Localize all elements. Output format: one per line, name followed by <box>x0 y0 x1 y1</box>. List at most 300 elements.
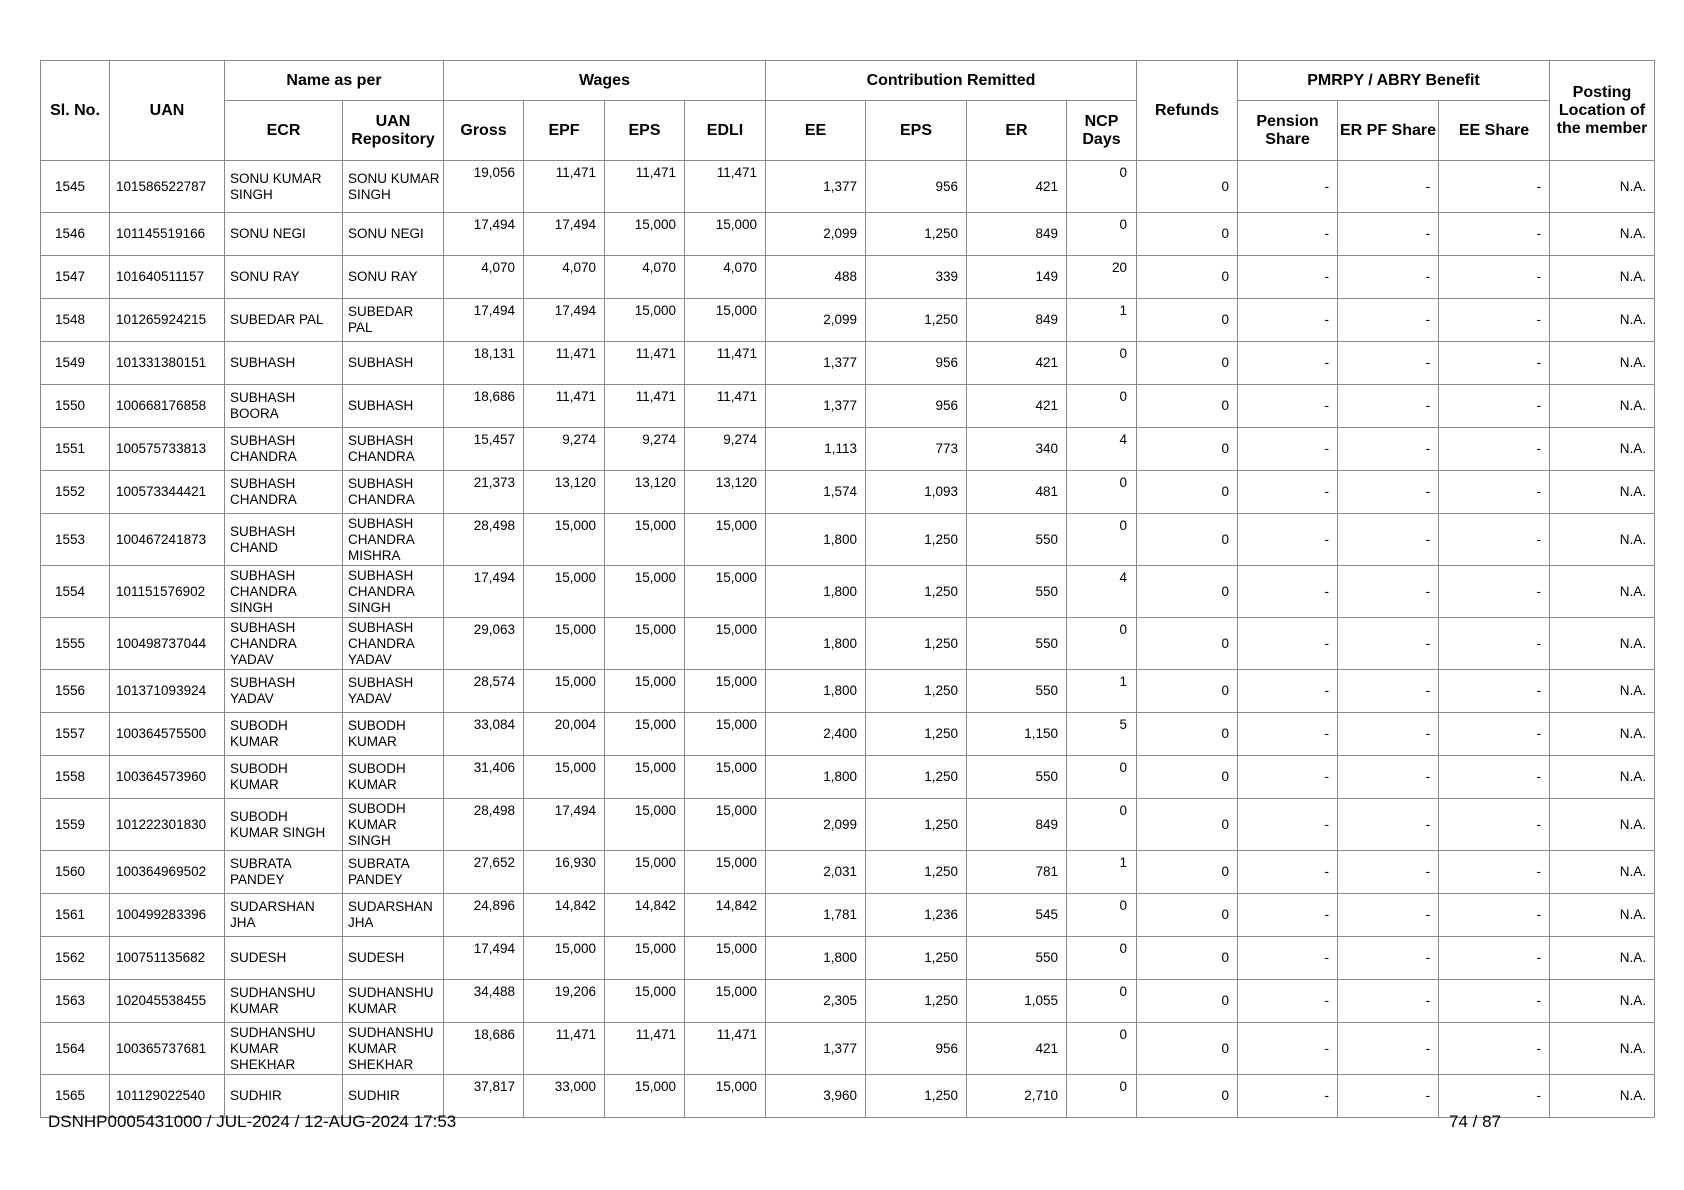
cell-uan-repository-name: SUBHASH CHANDRA <box>343 428 444 471</box>
cell-er-pf-share: - <box>1338 1075 1439 1118</box>
cell-ee: 1,800 <box>766 514 866 566</box>
cell-refunds: 0 <box>1137 980 1238 1023</box>
cell-ncp-days: 4 <box>1067 566 1137 618</box>
cell-uan-repository-name: SUDHANSHU KUMAR SHEKHAR <box>343 1023 444 1075</box>
cell-ncp-days: 1 <box>1067 299 1137 342</box>
cell-ecr-name: SUBODH KUMAR <box>225 713 343 756</box>
cell-sl-no: 1546 <box>41 213 110 256</box>
cell-uan: 102045538455 <box>110 980 225 1023</box>
cell-posting-location: N.A. <box>1550 618 1655 670</box>
cell-ee: 2,099 <box>766 799 866 851</box>
cell-refunds: 0 <box>1137 161 1238 213</box>
cell-contribution-eps: 339 <box>866 256 967 299</box>
cell-ee: 1,377 <box>766 385 866 428</box>
cell-epf: 15,000 <box>524 618 605 670</box>
cell-ecr-name: SUDHANSHU KUMAR SHEKHAR <box>225 1023 343 1075</box>
cell-edli: 15,000 <box>685 713 766 756</box>
cell-gross: 15,457 <box>444 428 524 471</box>
cell-ee: 2,099 <box>766 213 866 256</box>
cell-er: 849 <box>967 299 1067 342</box>
cell-ecr-name: SONU KUMAR SINGH <box>225 161 343 213</box>
cell-sl-no: 1550 <box>41 385 110 428</box>
cell-contribution-eps: 1,250 <box>866 980 967 1023</box>
cell-ecr-name: SUBHASH CHANDRA YADAV <box>225 618 343 670</box>
cell-gross: 28,498 <box>444 799 524 851</box>
cell-ecr-name: SUDARSHAN JHA <box>225 894 343 937</box>
cell-sl-no: 1549 <box>41 342 110 385</box>
cell-gross: 28,498 <box>444 514 524 566</box>
cell-contribution-eps: 956 <box>866 385 967 428</box>
header-contribution-remitted: Contribution Remitted <box>766 61 1137 101</box>
cell-posting-location: N.A. <box>1550 428 1655 471</box>
cell-ncp-days: 0 <box>1067 894 1137 937</box>
cell-ee: 2,099 <box>766 299 866 342</box>
cell-uan-repository-name: SUDHANSHU KUMAR <box>343 980 444 1023</box>
cell-edli: 15,000 <box>685 980 766 1023</box>
cell-pension-share: - <box>1238 756 1338 799</box>
cell-epf: 19,206 <box>524 980 605 1023</box>
cell-ncp-days: 0 <box>1067 618 1137 670</box>
table-row <box>41 670 1655 713</box>
cell-eps: 15,000 <box>605 851 685 894</box>
cell-ecr-name: SUDHANSHU KUMAR <box>225 980 343 1023</box>
cell-pension-share: - <box>1238 851 1338 894</box>
cell-posting-location: N.A. <box>1550 670 1655 713</box>
header-sl-no: Sl. No. <box>41 61 110 161</box>
cell-refunds: 0 <box>1137 1023 1238 1075</box>
cell-edli: 15,000 <box>685 213 766 256</box>
cell-er: 340 <box>967 428 1067 471</box>
cell-contribution-eps: 1,250 <box>866 299 967 342</box>
cell-sl-no: 1555 <box>41 618 110 670</box>
cell-ee-share: - <box>1439 799 1550 851</box>
cell-gross: 24,896 <box>444 894 524 937</box>
cell-ncp-days: 1 <box>1067 670 1137 713</box>
cell-ecr-name: SUBHASH BOORA <box>225 385 343 428</box>
cell-refunds: 0 <box>1137 471 1238 514</box>
cell-er-pf-share: - <box>1338 980 1439 1023</box>
cell-uan-repository-name: SUBRATA PANDEY <box>343 851 444 894</box>
cell-uan: 100499283396 <box>110 894 225 937</box>
cell-ncp-days: 0 <box>1067 1075 1137 1118</box>
cell-ecr-name: SUBEDAR PAL <box>225 299 343 342</box>
cell-pension-share: - <box>1238 213 1338 256</box>
cell-sl-no: 1565 <box>41 1075 110 1118</box>
cell-er-pf-share: - <box>1338 670 1439 713</box>
cell-epf: 13,120 <box>524 471 605 514</box>
cell-contribution-eps: 1,250 <box>866 756 967 799</box>
header-posting-location: Posting Location of the member <box>1550 61 1655 161</box>
cell-eps: 15,000 <box>605 566 685 618</box>
cell-ncp-days: 5 <box>1067 713 1137 756</box>
cell-er-pf-share: - <box>1338 161 1439 213</box>
cell-pension-share: - <box>1238 618 1338 670</box>
cell-refunds: 0 <box>1137 937 1238 980</box>
cell-uan-repository-name: SUBHASH CHANDRA SINGH <box>343 566 444 618</box>
cell-er: 481 <box>967 471 1067 514</box>
cell-pension-share: - <box>1238 514 1338 566</box>
cell-er-pf-share: - <box>1338 256 1439 299</box>
cell-eps: 11,471 <box>605 342 685 385</box>
table-body <box>41 161 1655 1118</box>
cell-epf: 9,274 <box>524 428 605 471</box>
cell-pension-share: - <box>1238 894 1338 937</box>
cell-eps: 9,274 <box>605 428 685 471</box>
cell-eps: 13,120 <box>605 471 685 514</box>
cell-ncp-days: 0 <box>1067 385 1137 428</box>
cell-uan-repository-name: SUBHASH <box>343 385 444 428</box>
cell-pension-share: - <box>1238 256 1338 299</box>
cell-refunds: 0 <box>1137 713 1238 756</box>
cell-er: 1,055 <box>967 980 1067 1023</box>
cell-pension-share: - <box>1238 670 1338 713</box>
table-row <box>41 756 1655 799</box>
cell-ee-share: - <box>1439 937 1550 980</box>
cell-gross: 17,494 <box>444 937 524 980</box>
cell-ee-share: - <box>1439 471 1550 514</box>
cell-ee-share: - <box>1439 713 1550 756</box>
cell-eps: 15,000 <box>605 713 685 756</box>
cell-gross: 17,494 <box>444 299 524 342</box>
header-uan-repository: UAN Repository <box>343 101 444 161</box>
cell-ecr-name: SUBODH KUMAR SINGH <box>225 799 343 851</box>
cell-er: 421 <box>967 342 1067 385</box>
cell-edli: 4,070 <box>685 256 766 299</box>
table-row <box>41 894 1655 937</box>
cell-ecr-name: SUBHASH YADAV <box>225 670 343 713</box>
cell-eps: 15,000 <box>605 799 685 851</box>
cell-ee-share: - <box>1439 1075 1550 1118</box>
cell-gross: 18,131 <box>444 342 524 385</box>
header-pmrpy-abry: PMRPY / ABRY Benefit <box>1238 61 1550 101</box>
cell-ncp-days: 0 <box>1067 937 1137 980</box>
cell-posting-location: N.A. <box>1550 1075 1655 1118</box>
cell-er-pf-share: - <box>1338 471 1439 514</box>
cell-eps: 15,000 <box>605 213 685 256</box>
cell-refunds: 0 <box>1137 1075 1238 1118</box>
cell-posting-location: N.A. <box>1550 213 1655 256</box>
cell-ee: 1,800 <box>766 618 866 670</box>
cell-er-pf-share: - <box>1338 894 1439 937</box>
cell-uan: 100364573960 <box>110 756 225 799</box>
cell-posting-location: N.A. <box>1550 894 1655 937</box>
cell-eps: 14,842 <box>605 894 685 937</box>
cell-contribution-eps: 1,250 <box>866 799 967 851</box>
cell-refunds: 0 <box>1137 385 1238 428</box>
cell-posting-location: N.A. <box>1550 514 1655 566</box>
header-refunds: Refunds <box>1137 61 1238 161</box>
cell-eps: 15,000 <box>605 980 685 1023</box>
cell-ee: 1,800 <box>766 937 866 980</box>
cell-ee: 2,305 <box>766 980 866 1023</box>
cell-posting-location: N.A. <box>1550 713 1655 756</box>
cell-uan-repository-name: SUDARSHAN JHA <box>343 894 444 937</box>
cell-gross: 21,373 <box>444 471 524 514</box>
cell-er: 421 <box>967 1023 1067 1075</box>
table-row <box>41 799 1655 851</box>
cell-uan: 100467241873 <box>110 514 225 566</box>
cell-sl-no: 1564 <box>41 1023 110 1075</box>
cell-ecr-name: SUBHASH <box>225 342 343 385</box>
cell-uan: 101151576902 <box>110 566 225 618</box>
cell-epf: 15,000 <box>524 514 605 566</box>
cell-pension-share: - <box>1238 428 1338 471</box>
cell-er: 849 <box>967 799 1067 851</box>
cell-pension-share: - <box>1238 471 1338 514</box>
cell-er: 1,150 <box>967 713 1067 756</box>
cell-posting-location: N.A. <box>1550 256 1655 299</box>
cell-edli: 15,000 <box>685 937 766 980</box>
cell-uan-repository-name: SUBODH KUMAR <box>343 713 444 756</box>
cell-ee-share: - <box>1439 299 1550 342</box>
cell-sl-no: 1558 <box>41 756 110 799</box>
cell-uan: 100668176858 <box>110 385 225 428</box>
cell-epf: 11,471 <box>524 1023 605 1075</box>
cell-uan-repository-name: SONU NEGI <box>343 213 444 256</box>
cell-eps: 15,000 <box>605 756 685 799</box>
cell-er: 550 <box>967 618 1067 670</box>
cell-epf: 14,842 <box>524 894 605 937</box>
cell-posting-location: N.A. <box>1550 851 1655 894</box>
header-gross: Gross <box>444 101 524 161</box>
cell-edli: 15,000 <box>685 756 766 799</box>
header-er-pf-share: ER PF Share <box>1338 101 1439 161</box>
cell-er-pf-share: - <box>1338 299 1439 342</box>
cell-refunds: 0 <box>1137 213 1238 256</box>
cell-edli: 15,000 <box>685 299 766 342</box>
cell-ee-share: - <box>1439 894 1550 937</box>
cell-refunds: 0 <box>1137 618 1238 670</box>
cell-uan: 100365737681 <box>110 1023 225 1075</box>
cell-refunds: 0 <box>1137 256 1238 299</box>
cell-pension-share: - <box>1238 980 1338 1023</box>
table-row <box>41 342 1655 385</box>
cell-contribution-eps: 1,250 <box>866 713 967 756</box>
cell-gross: 34,488 <box>444 980 524 1023</box>
cell-sl-no: 1548 <box>41 299 110 342</box>
cell-posting-location: N.A. <box>1550 566 1655 618</box>
cell-pension-share: - <box>1238 385 1338 428</box>
cell-ncp-days: 0 <box>1067 799 1137 851</box>
header-edli: EDLI <box>685 101 766 161</box>
cell-edli: 15,000 <box>685 514 766 566</box>
cell-er: 849 <box>967 213 1067 256</box>
cell-uan: 101586522787 <box>110 161 225 213</box>
cell-gross: 27,652 <box>444 851 524 894</box>
cell-ecr-name: SUDHIR <box>225 1075 343 1118</box>
cell-edli: 13,120 <box>685 471 766 514</box>
header-ee: EE <box>766 101 866 161</box>
cell-contribution-eps: 1,250 <box>866 213 967 256</box>
header-uan: UAN <box>110 61 225 161</box>
cell-contribution-eps: 1,250 <box>866 1075 967 1118</box>
cell-sl-no: 1554 <box>41 566 110 618</box>
cell-ee: 1,377 <box>766 342 866 385</box>
cell-ncp-days: 0 <box>1067 161 1137 213</box>
cell-ee-share: - <box>1439 851 1550 894</box>
cell-contribution-eps: 1,236 <box>866 894 967 937</box>
cell-ee-share: - <box>1439 756 1550 799</box>
cell-ecr-name: SONU NEGI <box>225 213 343 256</box>
cell-er: 421 <box>967 385 1067 428</box>
cell-contribution-eps: 1,250 <box>866 851 967 894</box>
cell-er: 550 <box>967 566 1067 618</box>
cell-epf: 4,070 <box>524 256 605 299</box>
cell-gross: 18,686 <box>444 1023 524 1075</box>
cell-refunds: 0 <box>1137 566 1238 618</box>
cell-uan-repository-name: SUBODH KUMAR SINGH <box>343 799 444 851</box>
cell-contribution-eps: 956 <box>866 342 967 385</box>
cell-refunds: 0 <box>1137 342 1238 385</box>
cell-ecr-name: SONU RAY <box>225 256 343 299</box>
header-wages: Wages <box>444 61 766 101</box>
cell-uan: 101265924215 <box>110 299 225 342</box>
cell-sl-no: 1545 <box>41 161 110 213</box>
table-header <box>41 61 1655 161</box>
cell-er-pf-share: - <box>1338 342 1439 385</box>
header-epf: EPF <box>524 101 605 161</box>
cell-er: 550 <box>967 756 1067 799</box>
cell-pension-share: - <box>1238 713 1338 756</box>
table-row <box>41 385 1655 428</box>
cell-refunds: 0 <box>1137 428 1238 471</box>
header-ecr: ECR <box>225 101 343 161</box>
cell-contribution-eps: 1,250 <box>866 618 967 670</box>
header-name-as-per: Name as per <box>225 61 444 101</box>
cell-refunds: 0 <box>1137 799 1238 851</box>
cell-ee-share: - <box>1439 428 1550 471</box>
cell-uan: 100573344421 <box>110 471 225 514</box>
cell-edli: 15,000 <box>685 799 766 851</box>
cell-eps: 15,000 <box>605 618 685 670</box>
cell-posting-location: N.A. <box>1550 471 1655 514</box>
cell-ncp-days: 0 <box>1067 342 1137 385</box>
cell-ee: 2,400 <box>766 713 866 756</box>
header-eps: EPS <box>605 101 685 161</box>
cell-epf: 17,494 <box>524 299 605 342</box>
cell-eps: 4,070 <box>605 256 685 299</box>
cell-posting-location: N.A. <box>1550 161 1655 213</box>
cell-ncp-days: 1 <box>1067 851 1137 894</box>
cell-ee: 1,781 <box>766 894 866 937</box>
cell-pension-share: - <box>1238 1023 1338 1075</box>
cell-ee: 1,800 <box>766 566 866 618</box>
cell-ncp-days: 0 <box>1067 213 1137 256</box>
cell-epf: 20,004 <box>524 713 605 756</box>
cell-edli: 11,471 <box>685 385 766 428</box>
cell-eps: 11,471 <box>605 1023 685 1075</box>
cell-posting-location: N.A. <box>1550 342 1655 385</box>
cell-ecr-name: SUBRATA PANDEY <box>225 851 343 894</box>
table-row <box>41 428 1655 471</box>
cell-ncp-days: 0 <box>1067 1023 1137 1075</box>
cell-er-pf-share: - <box>1338 385 1439 428</box>
cell-posting-location: N.A. <box>1550 1023 1655 1075</box>
table-row <box>41 566 1655 618</box>
cell-pension-share: - <box>1238 1075 1338 1118</box>
cell-sl-no: 1561 <box>41 894 110 937</box>
cell-epf: 16,930 <box>524 851 605 894</box>
table-row <box>41 213 1655 256</box>
cell-gross: 17,494 <box>444 213 524 256</box>
cell-gross: 28,574 <box>444 670 524 713</box>
cell-uan: 101145519166 <box>110 213 225 256</box>
cell-uan-repository-name: SUBHASH CHANDRA <box>343 471 444 514</box>
table-row <box>41 618 1655 670</box>
cell-epf: 11,471 <box>524 385 605 428</box>
cell-sl-no: 1557 <box>41 713 110 756</box>
cell-refunds: 0 <box>1137 756 1238 799</box>
cell-gross: 19,056 <box>444 161 524 213</box>
cell-ee-share: - <box>1439 618 1550 670</box>
cell-contribution-eps: 1,250 <box>866 937 967 980</box>
cell-contribution-eps: 773 <box>866 428 967 471</box>
cell-posting-location: N.A. <box>1550 299 1655 342</box>
cell-ncp-days: 0 <box>1067 514 1137 566</box>
cell-ecr-name: SUBODH KUMAR <box>225 756 343 799</box>
cell-edli: 11,471 <box>685 161 766 213</box>
cell-pension-share: - <box>1238 566 1338 618</box>
cell-ee-share: - <box>1439 161 1550 213</box>
cell-ee: 1,377 <box>766 1023 866 1075</box>
cell-uan-repository-name: SUDESH <box>343 937 444 980</box>
cell-ee: 1,800 <box>766 756 866 799</box>
cell-uan: 101640511157 <box>110 256 225 299</box>
table-row <box>41 161 1655 213</box>
cell-posting-location: N.A. <box>1550 385 1655 428</box>
cell-eps: 11,471 <box>605 161 685 213</box>
cell-refunds: 0 <box>1137 299 1238 342</box>
cell-sl-no: 1562 <box>41 937 110 980</box>
header-ee-share: EE Share <box>1439 101 1550 161</box>
cell-uan-repository-name: SUBODH KUMAR <box>343 756 444 799</box>
cell-ee-share: - <box>1439 566 1550 618</box>
cell-eps: 15,000 <box>605 299 685 342</box>
cell-ncp-days: 0 <box>1067 980 1137 1023</box>
cell-contribution-eps: 1,250 <box>866 566 967 618</box>
cell-gross: 18,686 <box>444 385 524 428</box>
table-row <box>41 256 1655 299</box>
cell-uan: 101331380151 <box>110 342 225 385</box>
cell-sl-no: 1553 <box>41 514 110 566</box>
cell-pension-share: - <box>1238 342 1338 385</box>
cell-refunds: 0 <box>1137 514 1238 566</box>
cell-sl-no: 1556 <box>41 670 110 713</box>
cell-uan: 101222301830 <box>110 799 225 851</box>
cell-ecr-name: SUBHASH CHANDRA <box>225 471 343 514</box>
header-contribution-eps: EPS <box>866 101 967 161</box>
header-er: ER <box>967 101 1067 161</box>
cell-edli: 11,471 <box>685 1023 766 1075</box>
cell-gross: 33,084 <box>444 713 524 756</box>
cell-er-pf-share: - <box>1338 851 1439 894</box>
cell-uan-repository-name: SUBHASH YADAV <box>343 670 444 713</box>
cell-edli: 15,000 <box>685 1075 766 1118</box>
table-row <box>41 713 1655 756</box>
cell-ncp-days: 20 <box>1067 256 1137 299</box>
cell-contribution-eps: 956 <box>866 1023 967 1075</box>
cell-er-pf-share: - <box>1338 799 1439 851</box>
cell-er-pf-share: - <box>1338 618 1439 670</box>
cell-ee: 1,113 <box>766 428 866 471</box>
cell-pension-share: - <box>1238 299 1338 342</box>
cell-er: 421 <box>967 161 1067 213</box>
cell-contribution-eps: 956 <box>866 161 967 213</box>
cell-uan-repository-name: SUBEDAR PAL <box>343 299 444 342</box>
cell-edli: 15,000 <box>685 670 766 713</box>
cell-gross: 37,817 <box>444 1075 524 1118</box>
cell-eps: 15,000 <box>605 937 685 980</box>
